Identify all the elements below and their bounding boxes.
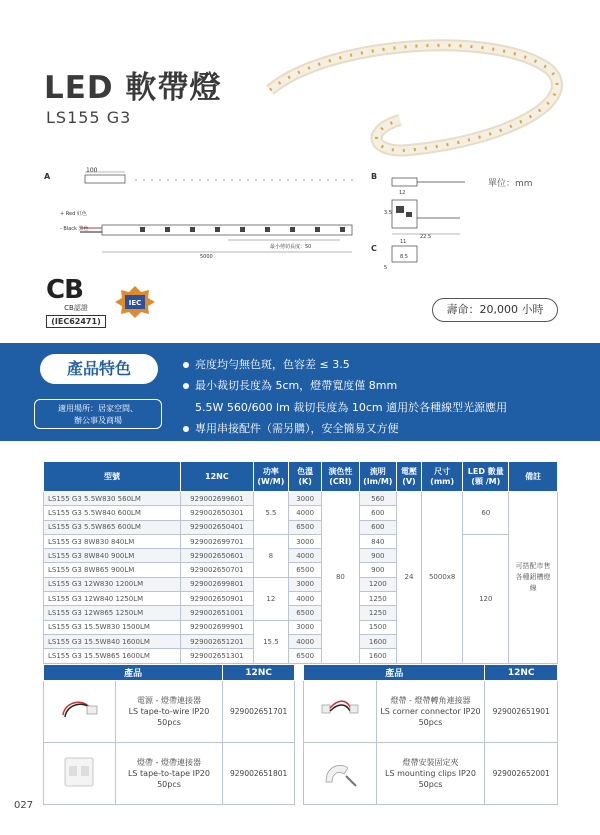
col-header: 12NC xyxy=(485,665,558,681)
dim-b-width: 22.5 xyxy=(420,234,432,240)
col-header: 產品 xyxy=(44,665,223,681)
accessory-name-en: LS mounting clips IP20 xyxy=(385,769,476,778)
table-row: LS155 G3 15.5W830 1500LM 929002699901 15.5 3000 1500 xyxy=(44,620,558,634)
accessory-code: 929002651701 xyxy=(223,681,295,743)
accessory-name-en: LS tape-to-tape IP20 xyxy=(127,769,210,778)
drawing-label-c: C xyxy=(371,244,377,253)
bullet-icon xyxy=(183,362,189,368)
col-header: 電壓 (V) xyxy=(397,462,422,492)
table-row: LS155 G3 15.5W865 1600LM 929002651301 6500 1600 xyxy=(44,649,558,663)
features-heading: 產品特色 xyxy=(40,354,158,384)
accessory-name-zh: 燈帶 - 燈帶連接器 xyxy=(136,758,201,767)
table-row: LS155 G3 5.5W865 600LM 929002650401 6500 600 xyxy=(44,520,558,534)
accessory-name-en: LS tape-to-wire IP20 xyxy=(128,707,210,716)
note-cell: 可搭配市售各種鋁槽燈線 xyxy=(509,492,558,664)
table-row xyxy=(304,743,558,805)
accessory-qty: 50pcs xyxy=(418,780,443,789)
drawing-label-a: A xyxy=(44,172,51,181)
table-row: LS155 G3 12W830 1200LM 929002699801 12 3000 1200 xyxy=(44,577,558,591)
feature-item: 亮度均勻無色斑，色容差 ≤ 3.5 xyxy=(183,356,350,372)
cb-standard: (IEC62471) xyxy=(46,315,106,328)
table-row xyxy=(304,681,558,743)
col-header: 演色性 (CRI) xyxy=(322,462,359,492)
table-row: LS155 G3 5.5W840 600LM 929002650301 4000 600 xyxy=(44,506,558,520)
table-row xyxy=(44,681,295,743)
legend-red: + Red 紅色 xyxy=(60,211,87,217)
feature-item: 最小裁切長度為 5cm，燈帶寬度僅 8mm xyxy=(183,377,397,393)
min-cut-note: 最小剪切長度：50 xyxy=(270,244,312,250)
iec-label: IEC xyxy=(128,299,142,307)
drawing-b-c xyxy=(380,176,480,266)
accessory-qty: 50pcs xyxy=(157,780,181,789)
table-row: LS155 G3 5.5W830 560LM 929002699601 5.5 3000 80 560 24 5000x8 60 可搭配市售各種鋁槽燈線 xyxy=(44,492,558,506)
dim-a-length: 5000 xyxy=(200,254,213,260)
col-header: 備註 xyxy=(509,462,558,492)
table-row xyxy=(44,743,295,805)
page-number: 027 xyxy=(14,800,34,811)
iec-badge-icon xyxy=(113,282,158,322)
accessory-table-left xyxy=(43,664,295,805)
cb-certification xyxy=(46,275,106,328)
tape-to-wire-icon xyxy=(57,695,101,725)
bullet-icon xyxy=(183,383,189,389)
cb-sub-label: CB認證 xyxy=(64,304,88,312)
dim-b-wire: 11 xyxy=(400,239,407,245)
table-row: LS155 G3 15.5W840 1600LM 929002651201 4000 1600 xyxy=(44,634,558,648)
dim-b-top: 12 xyxy=(399,190,406,196)
col-header: 流明 (lm/M) xyxy=(359,462,396,492)
accessory-name-zh: 電源 - 燈帶連接器 xyxy=(136,696,201,705)
mounting-clip-icon xyxy=(318,752,362,792)
dim-a-top: 100 xyxy=(86,167,98,174)
spec-table xyxy=(43,461,558,664)
led-strip-photo xyxy=(250,30,580,175)
accessory-code: 929002651901 xyxy=(485,681,558,743)
col-header: 色溫 (K) xyxy=(289,462,322,492)
col-header: LED 數量 (顆 /M) xyxy=(463,462,509,492)
bullet-icon xyxy=(183,426,189,432)
lifetime-badge: 壽命：20,000 小時 xyxy=(432,298,558,322)
unit-label: 單位：mm xyxy=(488,179,533,189)
col-header: 功率 (W/M) xyxy=(253,462,288,492)
dim-b-side: 3.5 xyxy=(384,210,392,216)
col-header: 12NC xyxy=(223,665,295,681)
usage-line-1: 適用場所：居家空間、 xyxy=(58,404,138,413)
table-row: LS155 G3 8W865 900LM 929002650701 6500 900 xyxy=(44,563,558,577)
accessory-name-zh: 燈帶 - 燈帶轉角連接器 xyxy=(390,696,471,705)
table-row: LS155 G3 8W830 840LM 929002699701 8 3000 840 120 xyxy=(44,534,558,548)
accessory-image xyxy=(304,743,377,805)
table-row: LS155 G3 12W840 1250LM 929002650901 4000 1250 xyxy=(44,592,558,606)
accessory-table-right xyxy=(303,664,558,805)
page-title: LED 軟帶燈 xyxy=(44,70,222,106)
table-row: LS155 G3 12W865 1250LM 929002651001 6500 1250 xyxy=(44,606,558,620)
accessory-image xyxy=(44,681,116,743)
col-header: 型號 xyxy=(44,462,181,492)
accessory-name-zh: 燈帶安裝固定夾 xyxy=(402,758,459,767)
feature-item: 5.5W 560/600 lm 裁切長度為 10cm 適用於各種線型光源應用 xyxy=(195,401,508,414)
legend-black: - Black 黑色 xyxy=(60,226,89,232)
accessory-qty: 50pcs xyxy=(418,718,443,727)
cb-logo: CB xyxy=(46,275,83,305)
col-header: 12NC xyxy=(181,462,254,492)
dim-c-top: 8.5 xyxy=(400,254,408,260)
accessory-code: 929002652001 xyxy=(485,743,558,805)
accessory-qty: 50pcs xyxy=(157,718,181,727)
col-header: 尺寸 (mm) xyxy=(421,462,463,492)
accessory-name-en: LS corner connector IP20 xyxy=(380,707,481,716)
accessory-code: 929002651801 xyxy=(223,743,295,805)
usage-line-2: 辦公事及商場 xyxy=(74,416,122,425)
col-header: 產品 xyxy=(304,665,485,681)
usage-box xyxy=(34,399,162,429)
product-code: LS155 G3 xyxy=(46,108,132,127)
tape-to-tape-icon xyxy=(57,752,101,792)
dim-c-side: 5 xyxy=(384,265,388,271)
accessory-image xyxy=(304,681,377,743)
drawing-a xyxy=(50,168,360,268)
feature-item: 專用串接配件（需另購），安全簡易又方便 xyxy=(183,420,399,436)
accessory-image xyxy=(44,743,116,805)
table-row: LS155 G3 8W840 900LM 929002650601 4000 900 xyxy=(44,549,558,563)
drawing-label-b: B xyxy=(371,172,378,181)
corner-connector-icon xyxy=(318,695,362,725)
